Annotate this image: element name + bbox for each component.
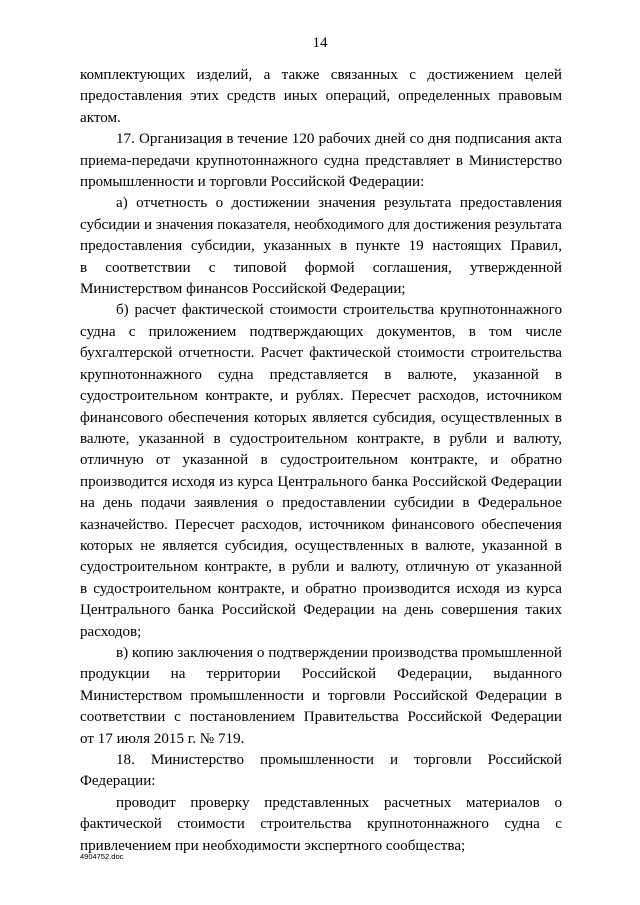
footer-filename: 4904752.doc bbox=[80, 852, 124, 861]
text-line: бухгалтерской отчетности. Расчет фактической стоимости строительства bbox=[80, 345, 562, 362]
text-line: расходов; bbox=[80, 623, 142, 640]
text-line: соответствии с постановлением Правительства Российской Федерации bbox=[80, 709, 562, 726]
text-line: отличную от указанной в судостроительном контракте, и обратно bbox=[80, 452, 562, 469]
text-line: валюте, указанной в судостроительном контракте, в рубли и валюту, bbox=[80, 430, 562, 447]
text-line: судостроительном контракте, в рубли и валюту, отличную от указанной bbox=[80, 559, 562, 576]
text-line: субсидии и значения показателя, необходимого для достижения результата bbox=[80, 216, 562, 233]
text-line: продукции на территории Российской Федерации, выданного bbox=[80, 666, 562, 683]
text-line: фактической стоимости строительства крупнотоннажного судна с bbox=[80, 816, 562, 833]
text-line: Министерством промышленности и торговли Российской Федерации в bbox=[80, 687, 562, 704]
text-line: предоставления субсидии, указанных в пункте 19 настоящих Правил, bbox=[80, 238, 562, 255]
text-line: производится исходя из курса Центрального банка Российской Федерации bbox=[80, 473, 562, 490]
text-line: судна с приложением подтверждающих документов, в том числе bbox=[80, 323, 562, 340]
text-line: Министерством финансов Российской Федерации; bbox=[80, 281, 406, 298]
text-line: в) копию заключения о подтверждении производства промышленной bbox=[116, 644, 562, 661]
text-line: приема-передачи крупнотоннажного судна представляет в Министерство bbox=[80, 152, 562, 169]
text-line: от 17 июля 2015 г. № 719. bbox=[80, 730, 245, 747]
document-body bbox=[80, 65, 562, 857]
text-line: 18. Министерство промышленности и торговли Российской bbox=[116, 752, 562, 768]
text-line: на день подачи заявления о предоставлении субсидии в Федеральное bbox=[80, 495, 562, 512]
text-line: комплектующих изделий, а также связанных с достижением целей bbox=[80, 67, 562, 83]
text-line: а) отчетность о достижении значения результата предоставления bbox=[116, 195, 562, 212]
text-line: проводит проверку представленных расчетных материалов о bbox=[116, 794, 562, 811]
text-line: судостроительном контракте, и рублях. Пересчет расходов, источником bbox=[80, 388, 562, 405]
text-line: финансового обеспечения которых является субсидия, осуществленных в bbox=[80, 409, 562, 426]
text-line: б) расчет фактической стоимости строительства крупнотоннажного bbox=[116, 302, 562, 319]
text-line: Федерации: bbox=[80, 773, 156, 790]
text-line: которых не является субсидия, осуществленных в валюте, указанной в bbox=[80, 537, 562, 554]
text-line: Центрального банка Российской Федерации на день совершения таких bbox=[80, 602, 562, 619]
text-line: 17. Организация в течение 120 рабочих дней со дня подписания акта bbox=[116, 131, 562, 148]
text-line: казначейство. Пересчет расходов, источником финансового обеспечения bbox=[80, 516, 562, 533]
text-line: актом. bbox=[80, 109, 121, 126]
text-line: предоставления этих средств иных операций, определенных правовым bbox=[80, 88, 562, 105]
text-line: в соответствии с типовой формой соглашения, утвержденной bbox=[80, 259, 562, 276]
text-line: промышленности и торговли Российской Федерации: bbox=[80, 174, 425, 191]
text-line: крупнотоннажного судна представляется в валюте, указанной в bbox=[80, 366, 562, 383]
text-line: привлечением при необходимости экспертного сообщества; bbox=[80, 837, 466, 854]
page-number: 14 bbox=[312, 35, 328, 51]
text-line: в судостроительном контракте, и обратно производится исходя из курса bbox=[80, 580, 562, 597]
